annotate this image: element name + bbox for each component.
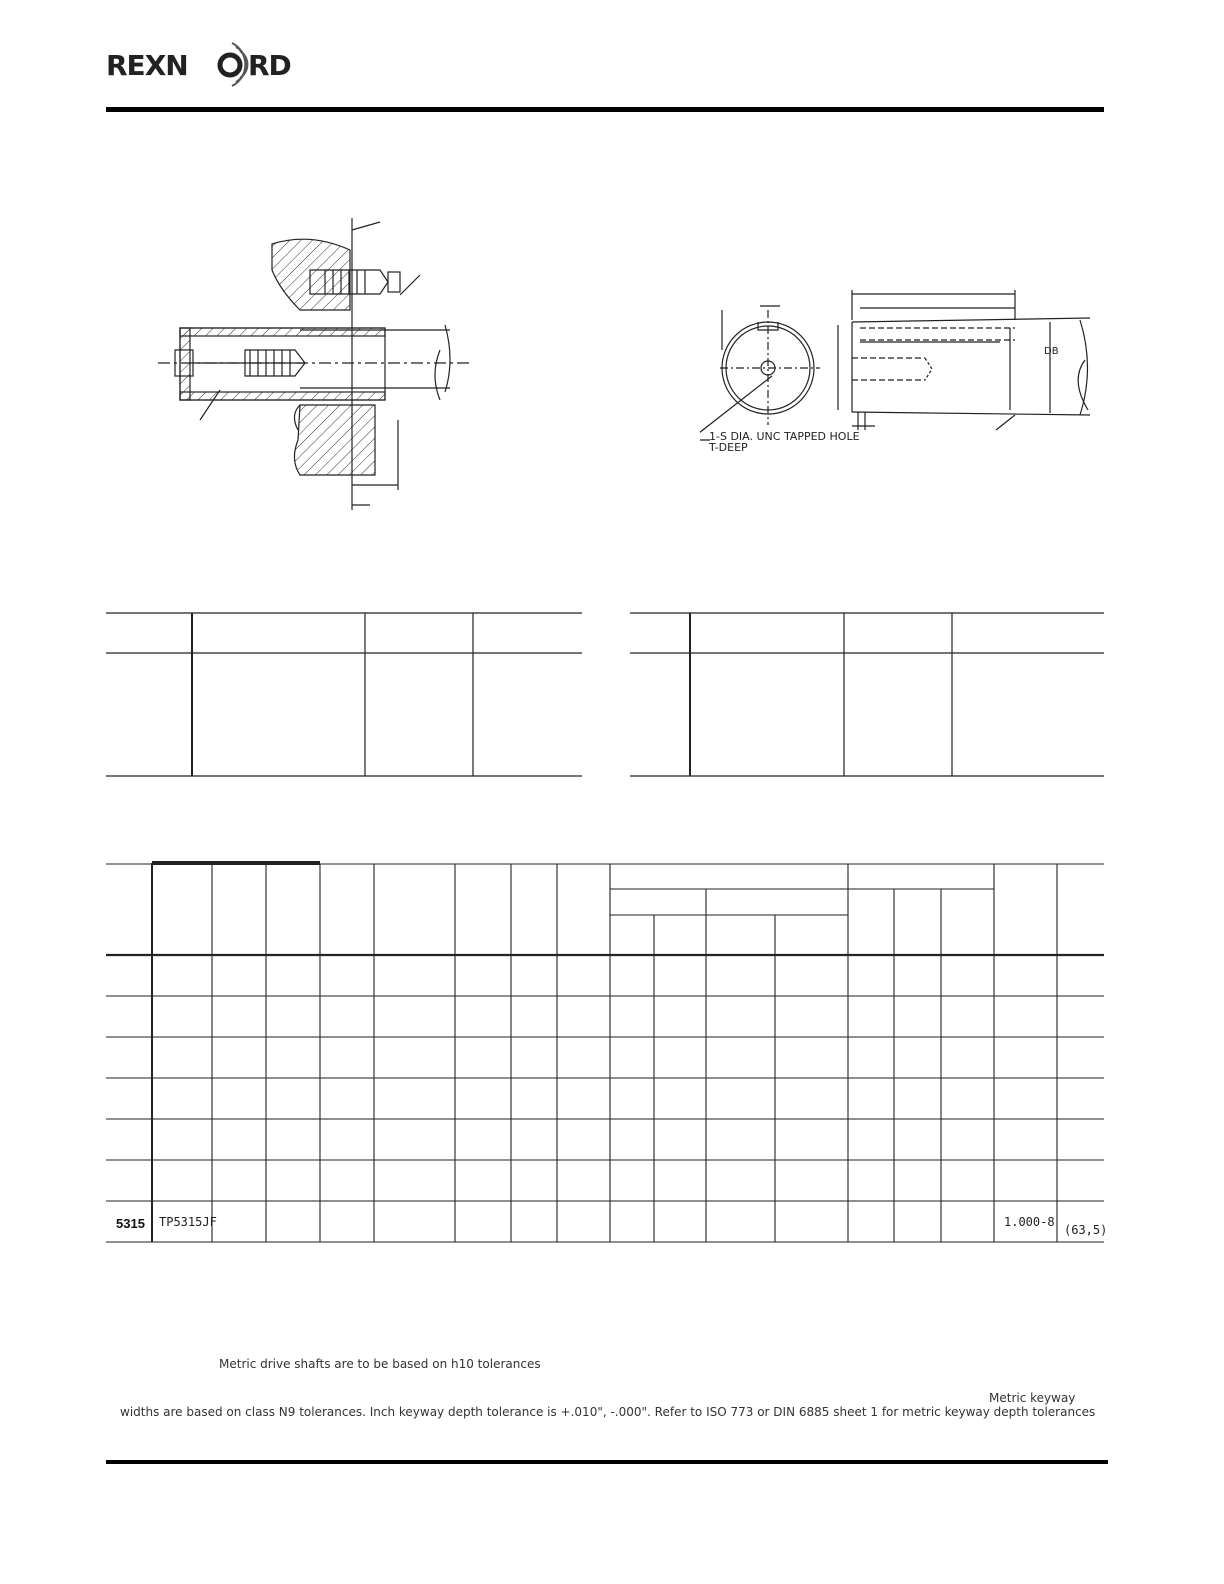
header-rule bbox=[106, 107, 1104, 112]
note-metric-tolerance: Metric drive shafts are to be based on h10 tolerances bbox=[219, 1357, 541, 1371]
svg-text:RD: RD bbox=[248, 49, 291, 82]
installation-drawing bbox=[150, 210, 480, 520]
note-keyway-line1: Metric keyway bbox=[989, 1391, 1076, 1405]
footer-rule bbox=[106, 1460, 1108, 1464]
dimension-table-left bbox=[106, 612, 584, 778]
note-keyway-line2: widths are based on class N9 tolerances. Inch keyway depth tolerance is +.010", -.000". Refer to ISO 773 or DIN 6885 sheet 1 for metric keyway depth tolerances bbox=[120, 1405, 1096, 1419]
tapped-hole-note: 1-S DIA. UNC TAPPED HOLE bbox=[709, 430, 860, 443]
label-db: DB bbox=[1044, 346, 1059, 357]
main-dimension-table bbox=[106, 860, 1106, 1246]
tapped-hole-depth-note: T-DEEP bbox=[709, 441, 748, 454]
row-part-number: TP5315JF bbox=[159, 1215, 217, 1229]
row-thread-size: 1.000-8 bbox=[1004, 1215, 1055, 1229]
row-size-5315: 5315 bbox=[116, 1216, 145, 1231]
dimension-table-right bbox=[630, 612, 1106, 778]
row-metric-value: (63,5) bbox=[1064, 1223, 1108, 1237]
rexnord-logo bbox=[104, 38, 304, 90]
svg-text:REXN: REXN bbox=[106, 49, 188, 82]
